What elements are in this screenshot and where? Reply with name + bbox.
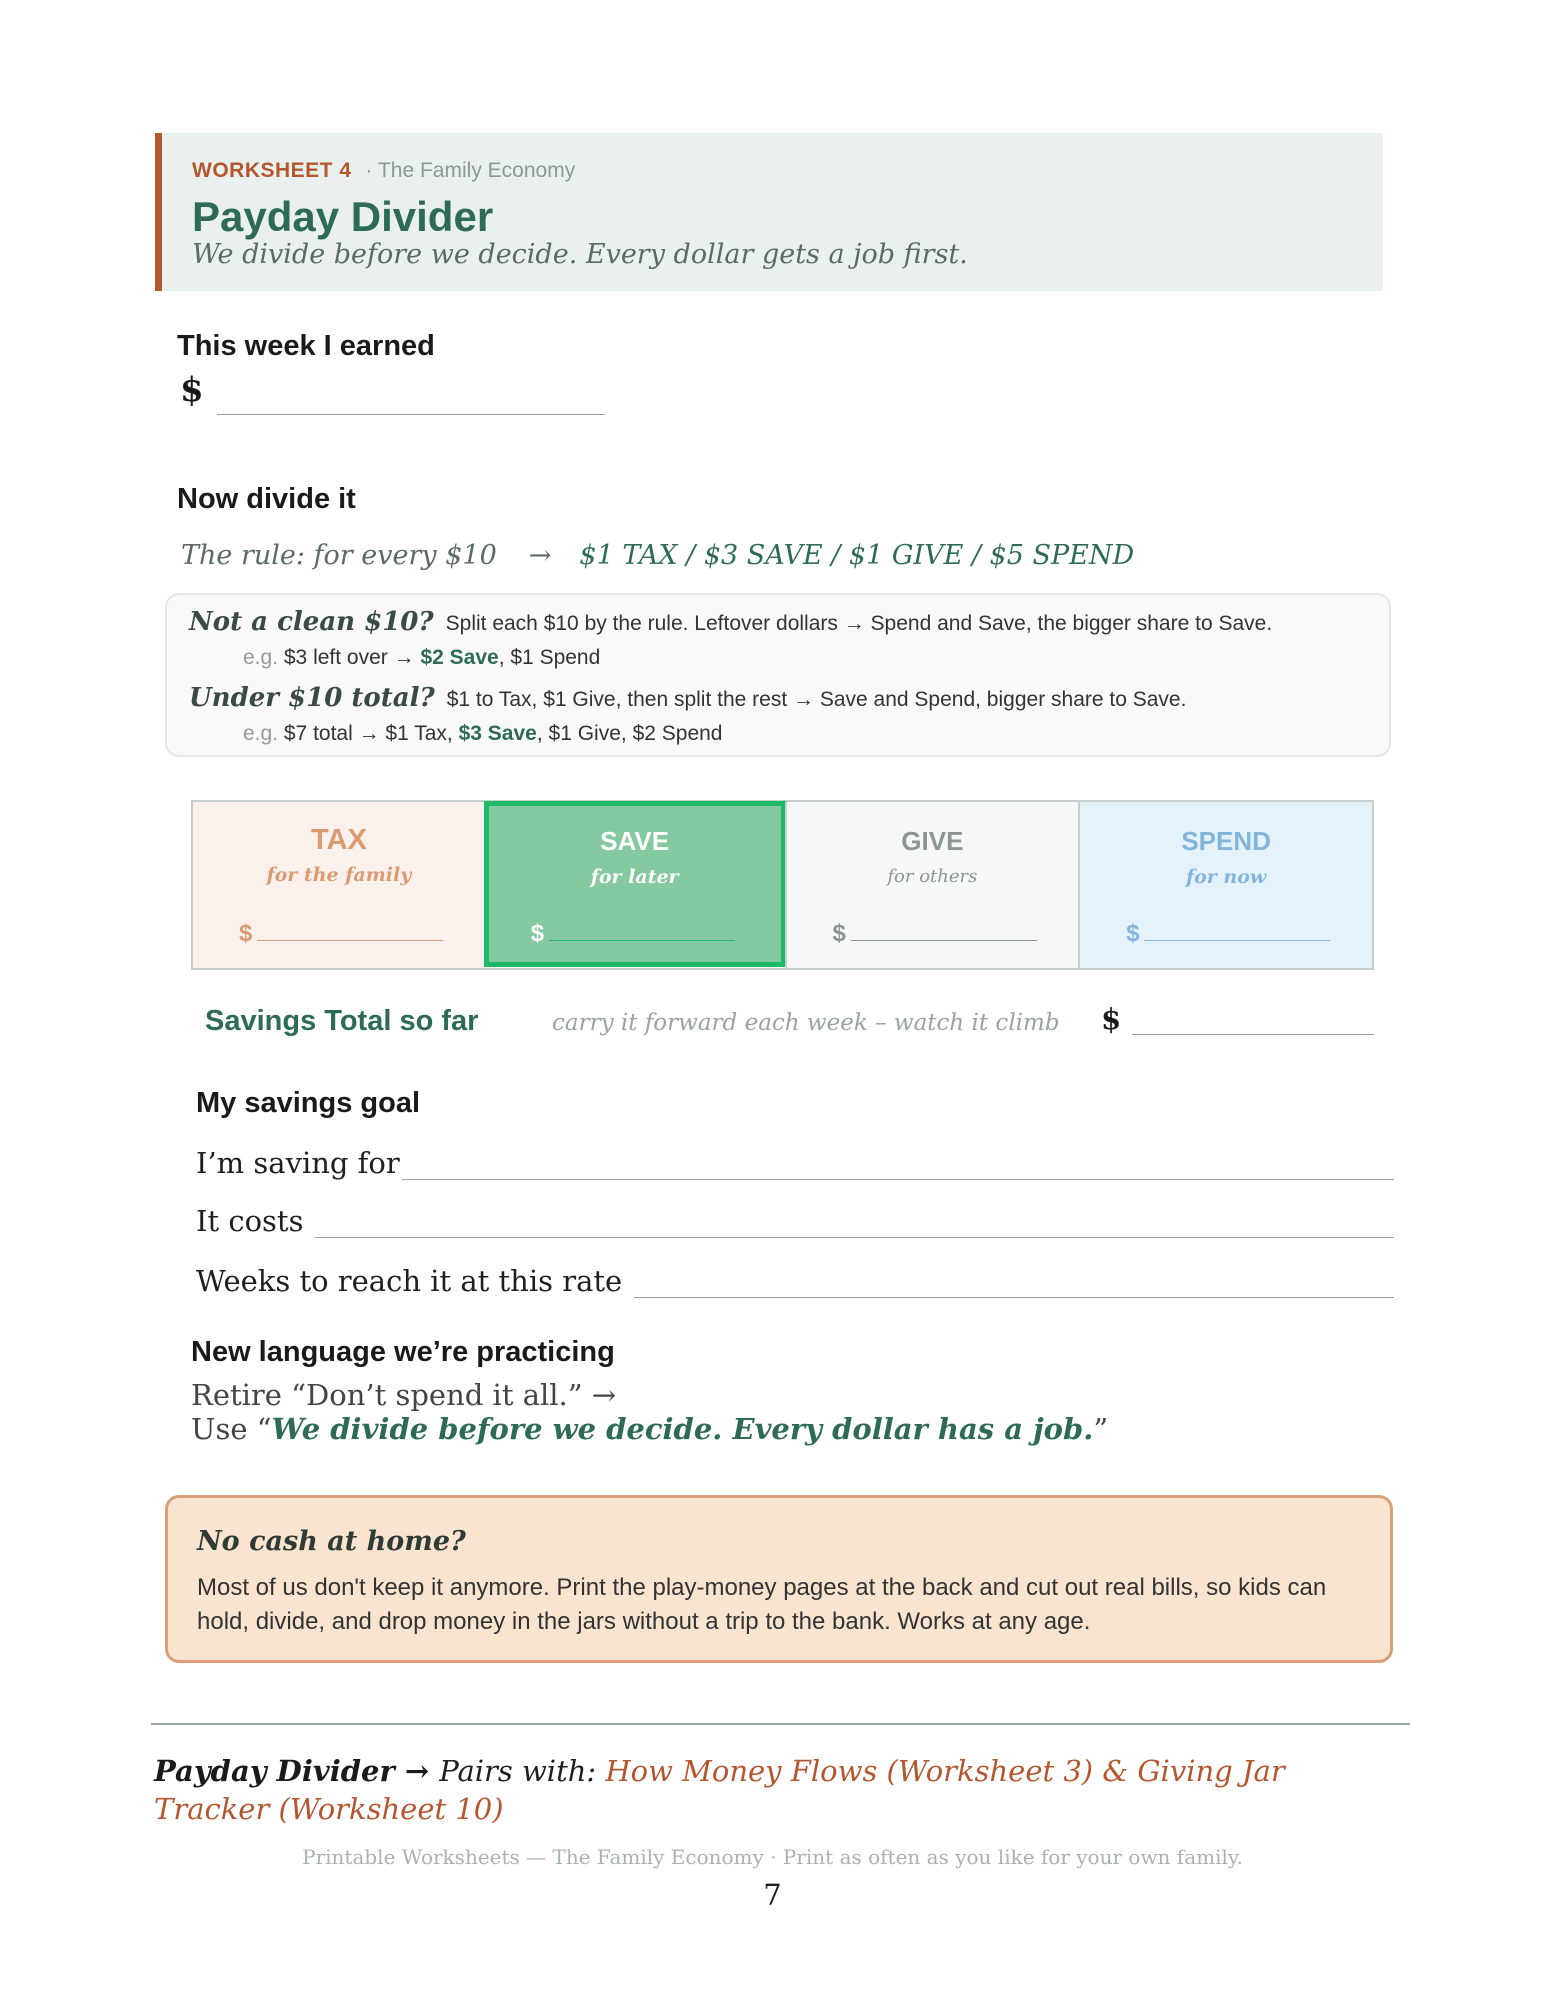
earned-amount-field[interactable] bbox=[217, 414, 605, 415]
jar-name: GIVE bbox=[901, 826, 964, 856]
rule-q2-row bbox=[189, 683, 1186, 713]
jar-save bbox=[484, 801, 786, 967]
costs-field[interactable] bbox=[315, 1237, 1394, 1238]
pairs-label: Pairs with: bbox=[439, 1754, 606, 1788]
rule-help-box bbox=[165, 593, 1391, 757]
jar-grid bbox=[191, 800, 1374, 970]
pairs-arrow-icon: → bbox=[394, 1754, 440, 1788]
rule-ratio: $1 TAX / $3 SAVE / $1 GIVE / $5 SPEND bbox=[579, 540, 1135, 571]
footer-divider bbox=[151, 1723, 1410, 1725]
worksheet-number: WORKSHEET 4 bbox=[192, 159, 352, 182]
divide-rule bbox=[181, 540, 1134, 571]
cash-tip-box bbox=[165, 1495, 1393, 1663]
rule-q2-text: $1 to Tax, $1 Give, then split the rest → Save and Spend, bigger share to Save. bbox=[446, 688, 1187, 711]
jar-tax bbox=[193, 802, 485, 968]
rule-q1-example bbox=[243, 646, 600, 670]
jar-name: SPEND bbox=[1181, 826, 1271, 856]
earned-currency: $ bbox=[180, 370, 204, 410]
weeks-field[interactable] bbox=[634, 1297, 1394, 1298]
cash-tip-body: Most of us don't keep it anymore. Print the play-money pages at the back and cut out real bills, so kids can hold, divide, and drop money in the jars without a trip to the bank. Works at any age. bbox=[197, 1574, 1327, 1635]
use-phrase-text: We divide before we decide. Every dollar has a job. bbox=[271, 1412, 1094, 1446]
page-title: Payday Divider bbox=[192, 193, 494, 240]
eg-text: $7 total → $1 Tax, bbox=[283, 722, 453, 745]
jar-sub: for the family bbox=[266, 864, 412, 886]
savings-total-note: carry it forward each week – watch it climb bbox=[552, 1010, 1060, 1036]
use-suffix: ” bbox=[1093, 1412, 1109, 1446]
jar-currency: $ bbox=[239, 920, 253, 947]
eg-save: $3 Save bbox=[458, 722, 537, 745]
save-amount-field[interactable] bbox=[549, 940, 735, 941]
jar-currency: $ bbox=[832, 920, 846, 947]
page-number: 7 bbox=[763, 1878, 782, 1912]
jar-give bbox=[785, 802, 1079, 968]
eg-text: $3 left over → bbox=[283, 646, 415, 669]
eg-save: $2 Save bbox=[420, 646, 499, 669]
give-amount-field[interactable] bbox=[851, 940, 1037, 941]
earned-heading: This week I earned bbox=[177, 330, 435, 362]
goal-saving-for-label: I’m saving for bbox=[196, 1146, 400, 1180]
jar-name: SAVE bbox=[600, 826, 670, 856]
goal-heading: My savings goal bbox=[196, 1087, 421, 1119]
goal-costs-label: It costs bbox=[196, 1204, 304, 1238]
language-heading: New language we’re practicing bbox=[191, 1336, 615, 1368]
savings-total-label: Savings Total so far bbox=[205, 1005, 479, 1037]
retire-phrase: Retire “Don’t spend it all.” → bbox=[191, 1378, 617, 1412]
use-prefix: Use “ bbox=[191, 1412, 272, 1446]
worksheet-header bbox=[155, 133, 1383, 291]
use-phrase bbox=[191, 1412, 1108, 1446]
tagline: We divide before we decide. Every dollar gets a job first. bbox=[192, 239, 968, 270]
eg-label: e.g. bbox=[243, 722, 279, 745]
goal-weeks-label: Weeks to reach it at this rate bbox=[196, 1264, 623, 1298]
jar-currency: $ bbox=[530, 920, 545, 947]
spend-amount-field[interactable] bbox=[1144, 940, 1330, 941]
rule-q1-row bbox=[189, 607, 1272, 637]
savings-currency: $ bbox=[1101, 1002, 1122, 1036]
saving-for-field[interactable] bbox=[402, 1179, 1394, 1180]
jar-spend bbox=[1078, 802, 1372, 968]
savings-total-field[interactable] bbox=[1132, 1034, 1374, 1035]
eg-rest: , $1 Spend bbox=[498, 646, 601, 669]
rule-q1-text: Split each $10 by the rule. Leftover dollars → Spend and Save, the bigger share to Save. bbox=[445, 612, 1273, 635]
rule-q2-example bbox=[243, 722, 723, 746]
pairs-with bbox=[154, 1752, 1394, 1828]
rule-prefix: The rule: for every $10 bbox=[181, 540, 497, 571]
divide-heading: Now divide it bbox=[177, 483, 356, 515]
eg-rest: , $1 Give, $2 Spend bbox=[536, 722, 723, 745]
rule-q1: Not a clean $10? bbox=[189, 607, 434, 637]
pairs-links[interactable]: How Money Flows (Worksheet 3) & Giving Jar Tracker (Worksheet 10) bbox=[154, 1754, 1285, 1826]
eg-label: e.g. bbox=[243, 646, 279, 669]
worksheet-label bbox=[192, 159, 575, 183]
pairs-title: Payday Divider bbox=[154, 1754, 395, 1788]
cash-tip-title: No cash at home? bbox=[197, 1526, 466, 1557]
jar-sub: for others bbox=[887, 866, 978, 887]
series-name: · The Family Economy bbox=[365, 159, 576, 182]
tax-amount-field[interactable] bbox=[257, 940, 443, 941]
jar-currency: $ bbox=[1126, 920, 1140, 947]
print-note: Printable Worksheets — The Family Economy · Print as often as you like for your own family. bbox=[302, 1845, 1243, 1869]
jar-sub: for later bbox=[590, 866, 679, 888]
rule-q2: Under $10 total? bbox=[189, 683, 435, 713]
jar-sub: for now bbox=[1185, 866, 1267, 888]
jar-name: TAX bbox=[310, 824, 367, 856]
rule-arrow-icon: → bbox=[528, 540, 552, 571]
